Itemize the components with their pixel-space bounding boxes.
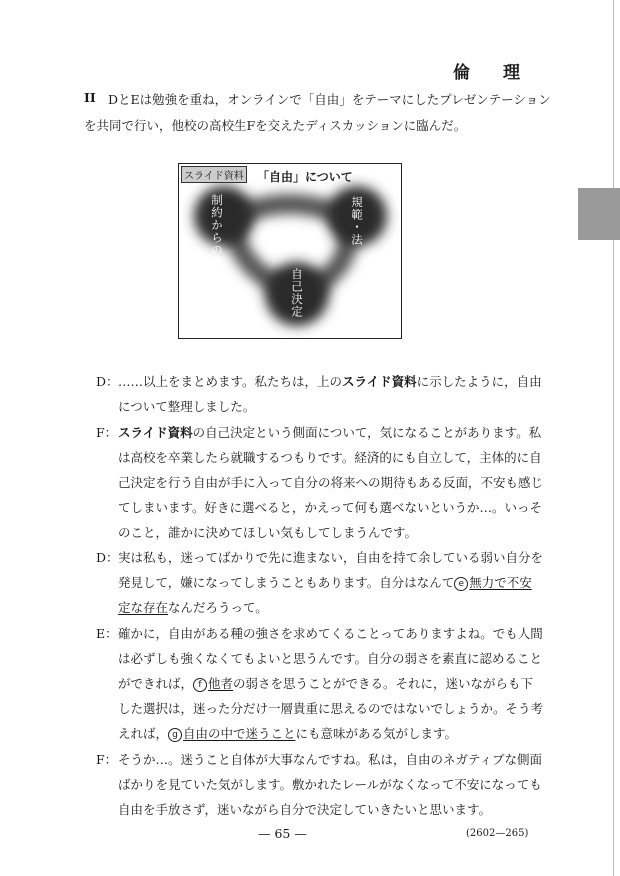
marker-g: g — [168, 728, 182, 742]
speaker-d: D： — [96, 374, 119, 389]
speaker-f: F： — [96, 752, 118, 767]
marker-f: f — [193, 678, 207, 692]
exam-code: (2602—265) — [466, 828, 529, 839]
dialogue-line: そうか…。迷うこと自体が大事なんですね。私は，自由のネガティブな側面 — [118, 752, 543, 767]
dialogue-line: てしまいます。好きに選べると，かえって何も選べないというか…。いっそ — [118, 500, 543, 515]
dialogue-line: した選択は，迷った分だけ一層貴重に思えるのではないでしょうか。そう考 — [118, 701, 544, 716]
dialogue-line: のこと，誰かに決めてほしい気もしてしまうんです。 — [118, 525, 418, 540]
node-label-norm-law: 規範・法 — [350, 196, 364, 246]
speaker-d: D： — [96, 550, 119, 565]
dialogue-line: 実は私も，迷ってばかりで先に進まない，自由を持て余している弱い自分を — [118, 550, 544, 565]
index-tab — [578, 188, 620, 240]
dialogue-line: 自由を手放さず，迷いながら自分で決定していきたいと思います。 — [118, 802, 492, 817]
intro-line-2: を共同で行い，他校の高校生Fを交えたディスカッションに臨んだ。 — [84, 118, 467, 133]
node-label-liberation: 制約からの解放 — [210, 194, 224, 282]
marker-e: e — [454, 577, 468, 591]
slide-tag: スライド資料 — [181, 166, 247, 183]
dialogue-line: 発見して，嫌になってしまうこともあります。自分はなんて e 無力で不安 — [118, 575, 532, 590]
page-edge-line — [613, 0, 614, 876]
dialogue-line: について整理しました。 — [118, 399, 256, 414]
subject-header: 倫 理 — [453, 63, 528, 83]
dialogue-line: 定な存在なんだろうって。 — [118, 600, 268, 615]
speaker-f: F： — [96, 425, 118, 440]
page-number: — 65 — — [258, 826, 307, 841]
dialogue-line: ……以上をまとめます。私たちは，上のスライド資料に示したように，自由 — [118, 374, 542, 389]
intro-line-1: DとEは勉強を重ね，オンラインで「自由」をテーマにしたプレゼンテーション — [108, 92, 551, 107]
question-number: II — [84, 90, 96, 105]
slide-title: 「自由」について — [257, 170, 353, 184]
node-label-self-determination: 自己決定 — [290, 268, 304, 318]
dialogue-line: えれば， g 自由の中で迷うことにも意味がある気がします。 — [118, 726, 458, 741]
dialogue-line: 己決定を行う自由が手に入って自分の将来への期待もある反面，不安も感じ — [118, 475, 544, 490]
speaker-e: E： — [96, 626, 118, 641]
dialogue-line: 確かに，自由がある種の強さを求めてくることってありますよね。でも人間 — [118, 626, 543, 641]
slide-figure — [178, 163, 402, 339]
dialogue-line: は必ずしも強くなくてもよいと思うんです。自分の弱さを素直に認めること — [118, 651, 543, 666]
dialogue-line: は高校を卒業したら就職するつもりです。経済的にも自立して，主体的に自 — [118, 450, 542, 465]
dialogue-line: ができれば， f 他者の弱さを思うことができる。それに，迷いながらも下 — [118, 676, 534, 691]
dialogue-line: スライド資料の自己決定という側面について，気になることがあります。私 — [118, 425, 542, 440]
dialogue-line: ばかりを見ていた気がします。敷かれたレールがなくなって不安になっても — [118, 777, 542, 792]
